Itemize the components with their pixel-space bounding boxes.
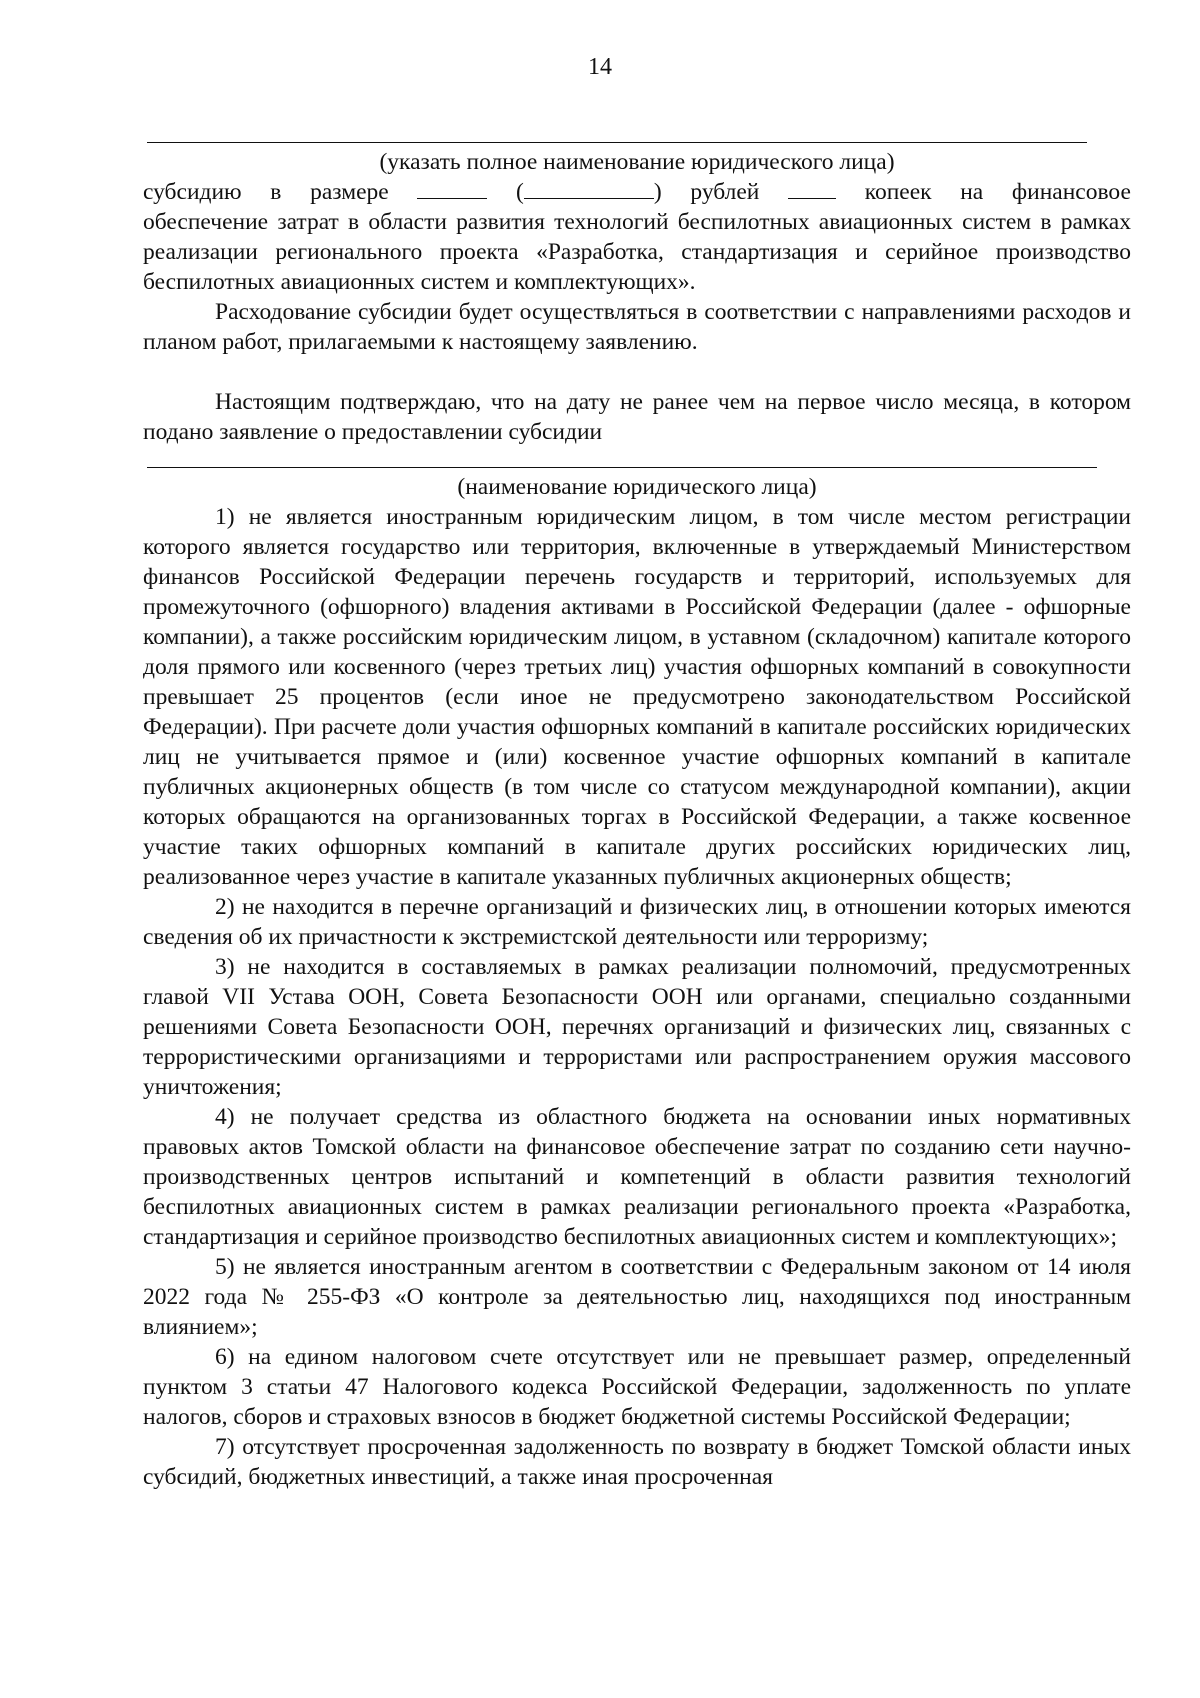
subsidy-word: размере (310, 179, 389, 205)
amount-in-words-blank (524, 197, 654, 199)
spending-paragraph: Расходование субсидии будет осуществляться в соответствии с направлениями расходов и планом работ, прилагаемыми к настоящему заявлению. (143, 299, 1131, 355)
amount-kopecks-blank (788, 197, 836, 199)
list-item: 3) не находится в составляемых в рамках реализации полномочий, предусмотренных главой VII Устава ООН, Совета Безопасности ООН или органами, специально созданными решениями Совета Безопасности ООН, перечнях организаций и физических лиц, связанных с террористическими организациями и террористами или распространением оружия массового уничтожения; (143, 954, 1131, 1100)
legal-entity-name-blank (147, 142, 1087, 143)
subsidy-word: рублей (690, 179, 760, 205)
legal-entity-caption: (наименование юридического лица) (457, 474, 817, 500)
page-number: 14 (588, 54, 612, 80)
list-item: 7) отсутствует просроченная задолженность по возврату в бюджет Томской области иных субсидий, бюджетных инвестиций, а также иная просроченная (143, 1434, 1131, 1490)
subsidy-word: копеек (864, 179, 932, 205)
legal-entity-name-blank (147, 467, 1097, 468)
subsidy-word: в (270, 179, 282, 205)
subsidy-purpose-text: обеспечение затрат в области развития технологий беспилотных авиационных систем в рамках реализации регионального проекта «Разработка, стандартизация и серийное производство беспилотных авиационных систем и комплектующих». (143, 209, 1131, 295)
list-item: 2) не находится в перечне организаций и физических лиц, в отношении которых имеются сведения об их причастности к экстремистской деятельности или терроризму; (143, 894, 1131, 950)
legal-entity-caption: (указать полное наименование юридического лица) (379, 149, 895, 175)
list-item: 5) не является иностранным агентом в соответствии с Федеральным законом от 14 июля 2022 года № 255-ФЗ «О контроле за деятельностью лиц, находящихся под иностранным влиянием»; (143, 1254, 1131, 1340)
subsidy-amount-line (143, 177, 1131, 207)
document-body (143, 118, 1131, 1492)
list-item: 6) на едином налоговом счете отсутствует или не превышает размер, определенный пунктом 3 статьи 47 Налогового кодекса Российской Федерации, задолженность по уплате налогов, сборов и страховых взносов в бюджет бюджетной системы Российской Федерации; (143, 1344, 1131, 1430)
subsidy-word: финансовое (1011, 179, 1131, 205)
confirmation-paragraph: Настоящим подтверждаю, что на дату не ранее чем на первое число месяца, в котором подано заявление о предоставлении субсидии (143, 389, 1131, 445)
subsidy-word: субсидию (143, 179, 242, 205)
amount-in-words: ( ) (516, 179, 662, 205)
amount-rubles-blank (417, 197, 487, 199)
subsidy-word: на (960, 179, 984, 205)
list-item: 4) не получает средства из областного бюджета на основании иных нормативных правовых актов Томской области на финансовое обеспечение затрат по созданию сети научно-производственных центров испытаний и компетенций в области развития технологий беспилотных авиационных систем в рамках реализации регионального проекта «Разработка, стандартизация и серийное производство беспилотных авиационных систем и комплектующих»; (143, 1104, 1131, 1250)
list-item: 1) не является иностранным юридическим лицом, в том числе местом регистрации которого является государство или территория, включенные в утверждаемый Министерством финансов Российской Федерации перечень государств и территорий, используемых для промежуточного (офшорного) владения активами в Российской Федерации (далее - офшорные компании), а также российским юридическим лицом, в уставном (складочном) капитале которого доля прямого или косвенного (через третьих лиц) участия офшорных компаний в совокупности превышает 25 процентов (если иное не предусмотрено законодательством Российской Федерации). При расчете доли участия офшорных компаний в капитале российских юридических лиц не учитывается прямое и (или) косвенное участие офшорных компаний в капитале публичных акционерных обществ (в том числе со статусом международной компании), акции которых обращаются на организованных торгах в Российской Федерации, а также косвенное участие таких офшорных компаний в капитале других российских юридических лиц, реализованное через участие в капитале указанных публичных акционерных обществ; (143, 504, 1131, 890)
